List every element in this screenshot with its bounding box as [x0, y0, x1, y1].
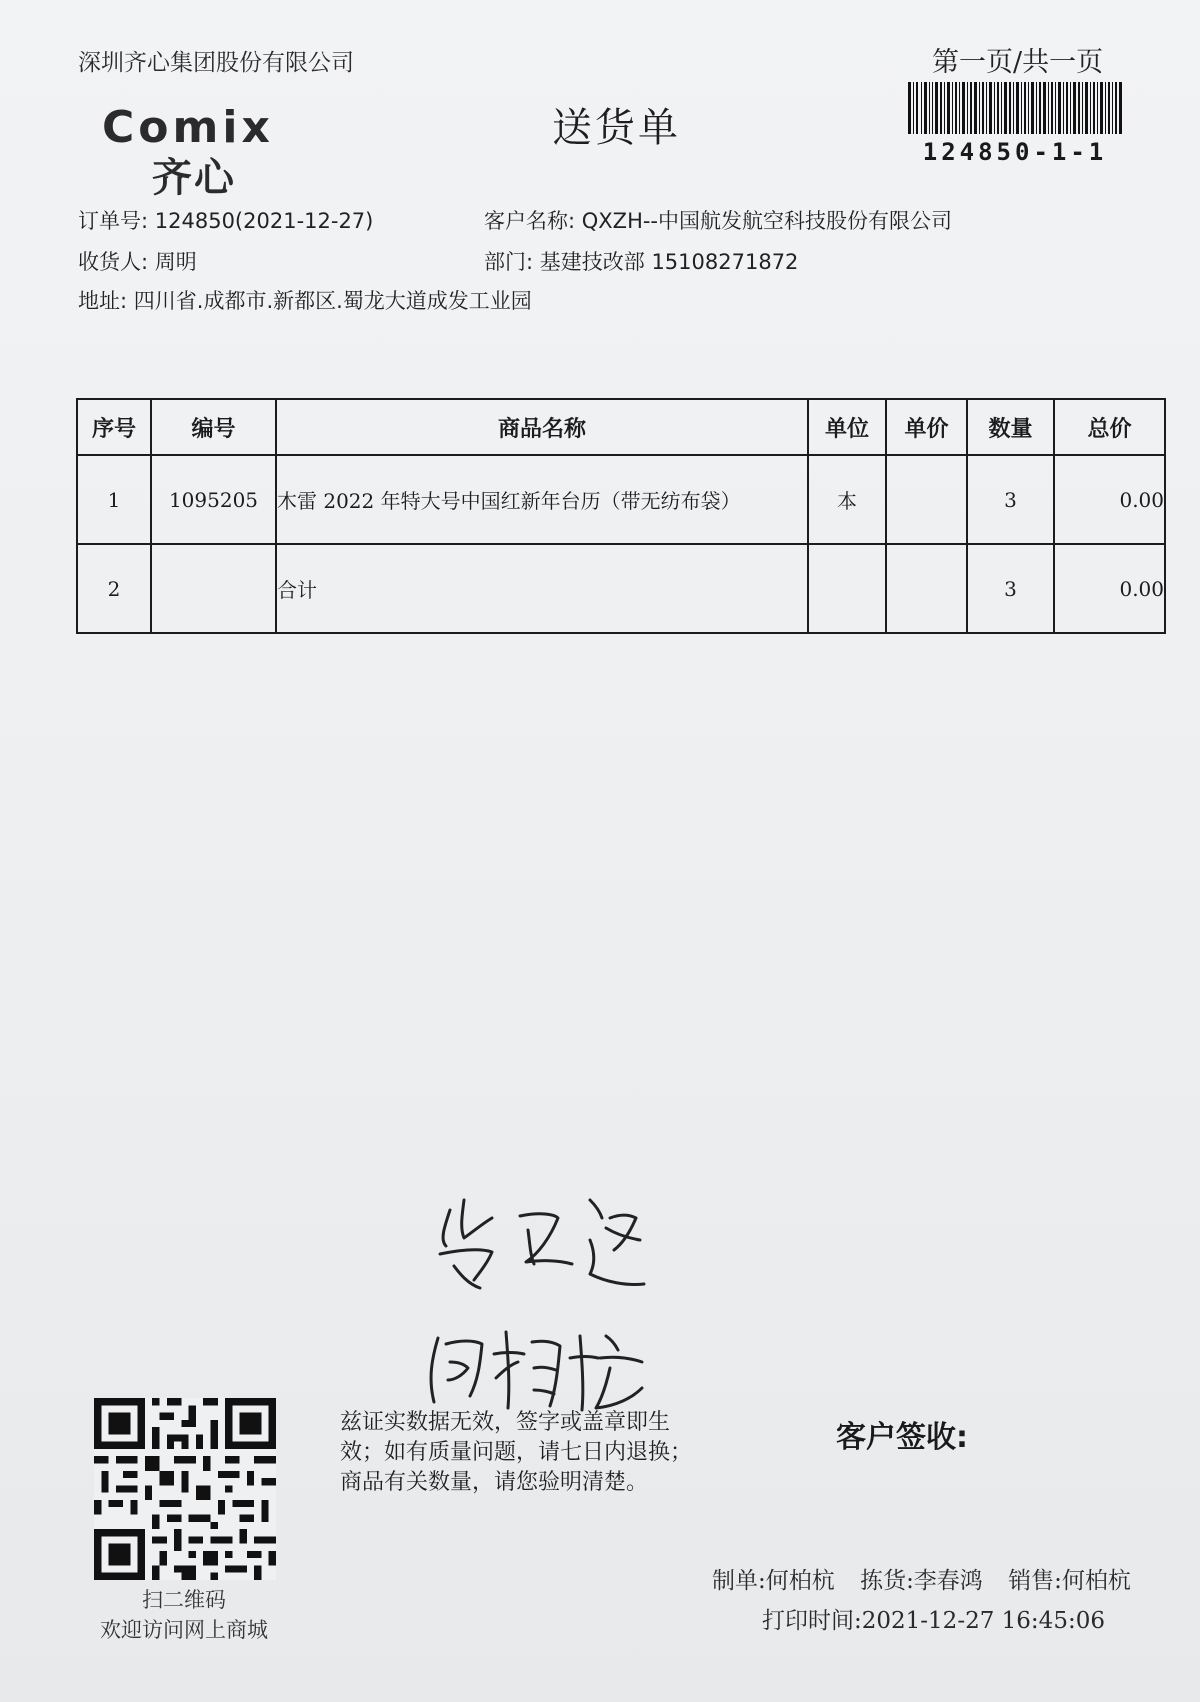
address — [78, 285, 532, 315]
order-value: 124850(2021-12-27) — [154, 209, 374, 233]
col-header-code: 编号 — [151, 399, 276, 455]
order-number — [78, 205, 373, 235]
company-name: 深圳齐心集团股份有限公司 — [78, 50, 354, 76]
cell-unit — [808, 544, 886, 633]
print-time: 打印时间:2021-12-27 16:45:06 — [762, 1608, 1105, 1634]
customer-name — [484, 205, 952, 235]
cell-seq: 2 — [77, 544, 151, 633]
col-header-total: 总价 — [1054, 399, 1165, 455]
order-label: 订单号: — [78, 209, 149, 233]
cell-total: 0.00 — [1054, 544, 1165, 633]
receiver — [78, 246, 197, 276]
table-row — [77, 544, 1165, 633]
notice-line: 商品有关数量，请您验明清楚。 — [340, 1470, 649, 1495]
staff-line — [712, 1562, 1149, 1595]
table-header-row — [77, 399, 1165, 455]
table-row — [77, 455, 1165, 544]
document-title: 送货单 — [552, 105, 681, 151]
col-header-qty: 数量 — [967, 399, 1054, 455]
cell-total: 0.00 — [1054, 455, 1165, 544]
terms-notice — [340, 1408, 760, 1498]
address-label: 地址: — [78, 289, 128, 313]
qr-code — [94, 1398, 276, 1580]
cell-price — [886, 455, 967, 544]
customer-sign-label: 客户签收: — [836, 1420, 968, 1455]
notice-line: 效；如有质量问题，请七日内退换； — [340, 1440, 693, 1465]
handwritten-signature — [420, 1318, 650, 1418]
dept-value: 基建技改部 15108271872 — [539, 250, 799, 274]
handwritten-delivered-note — [430, 1188, 650, 1298]
col-header-price: 单价 — [886, 399, 967, 455]
dept-label: 部门: — [484, 250, 534, 274]
col-header-seq: 序号 — [77, 399, 151, 455]
department — [484, 246, 798, 276]
barcode-number: 124850-1-1 — [922, 138, 1108, 166]
cell-qty: 3 — [967, 544, 1054, 633]
receiver-value: 周明 — [154, 250, 197, 274]
qr-label-shop: 欢迎访问网上商城 — [100, 1618, 268, 1642]
cell-price — [886, 544, 967, 633]
barcode — [908, 82, 1122, 134]
col-header-unit: 单位 — [808, 399, 886, 455]
maker: 制单:何柏杭 — [712, 1568, 835, 1594]
page-indicator: 第一页/共一页 — [932, 47, 1104, 78]
notice-line: 兹证实数据无效，签字或盖章即生 — [340, 1410, 671, 1435]
sales: 销售:何柏杭 — [1008, 1568, 1131, 1594]
cell-code: 1095205 — [151, 455, 276, 544]
picker: 拣货:李春鸿 — [860, 1568, 983, 1594]
cell-name: 木雷 2022 年特大号中国红新年台历（带无纺布袋） — [276, 455, 808, 544]
qr-label-scan: 扫二维码 — [142, 1588, 226, 1612]
brand-logo-cn: 齐心 — [152, 155, 236, 201]
customer-label: 客户名称: — [484, 209, 576, 233]
cell-qty: 3 — [967, 455, 1054, 544]
cell-seq: 1 — [77, 455, 151, 544]
receiver-label: 收货人: — [78, 250, 149, 274]
customer-value: QXZH--中国航发航空科技股份有限公司 — [581, 209, 953, 233]
col-header-name: 商品名称 — [276, 399, 808, 455]
cell-code — [151, 544, 276, 633]
cell-name: 合计 — [276, 544, 808, 633]
brand-logo-en: Comix — [102, 102, 274, 153]
cell-unit: 本 — [808, 455, 886, 544]
address-value: 四川省.成都市.新都区.蜀龙大道成发工业园 — [133, 289, 532, 313]
goods-table — [76, 398, 1166, 634]
